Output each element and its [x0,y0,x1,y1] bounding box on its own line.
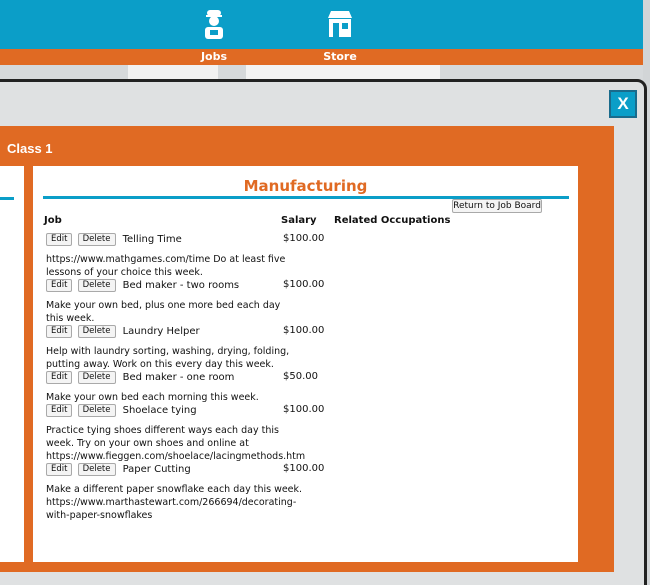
job-description-line: week. Try on your own shoes and online at [46,438,249,450]
job-description-line: Practice tying shoes different ways each day this [46,425,279,436]
left-card-rule [0,197,14,200]
job-name: Telling Time [122,234,182,245]
job-description [46,345,290,371]
job-description [46,483,303,523]
job-description [46,299,281,325]
delete-button[interactable]: Delete [78,463,116,476]
nav-item-store[interactable] [300,0,380,65]
job-name: Shoelace tying [122,405,197,416]
job-salary: $100.00 [283,233,325,244]
job-description-line: Help with laundry sorting, washing, drying, folding, [46,346,290,357]
job-description-line: https://www.fieggen.com/shoelace/lacingmethods.htm [46,451,306,463]
job-salary: $100.00 [283,325,325,336]
job-description-line: Make your own bed each morning this week. [46,392,259,403]
worker-icon [199,8,229,40]
close-button[interactable]: X [609,90,637,118]
job-board-card [33,166,578,562]
edit-button[interactable]: Edit [46,279,72,292]
job-description [46,253,286,279]
column-header-job: Job [44,215,62,226]
edit-button[interactable]: Edit [46,463,72,476]
column-header-salary: Salary [281,215,317,226]
job-name: Paper Cutting [122,464,191,475]
job-salary: $50.00 [283,371,318,382]
job-row [46,463,303,523]
job-description-line: with-paper-snowflakes [46,510,153,522]
job-description-line: Make your own bed, plus one more bed each day [46,300,281,311]
job-salary: $100.00 [283,404,325,415]
edit-button[interactable]: Edit [46,371,72,384]
edit-button[interactable]: Edit [46,404,72,417]
job-row [46,371,281,404]
delete-button[interactable]: Delete [78,233,116,246]
job-name: Bed maker - one room [122,372,235,383]
job-description [46,391,281,404]
job-description-line: putting away. Work on this every day this week. [46,359,274,371]
class-title: Class 1 [7,141,53,156]
return-to-job-board-button[interactable]: Return to Job Board [453,201,541,211]
job-description-line: lessons of your choice this week. [46,267,203,279]
job-description-line: Make a different paper snowflake each day this week. [46,484,303,495]
job-description-line: https://www.mathgames.com/time Do at least five [46,254,286,265]
delete-button[interactable]: Delete [78,371,116,384]
job-row [46,233,286,279]
nav-label-store: Store [323,50,357,63]
job-salary: $100.00 [283,279,325,290]
delete-button[interactable]: Delete [78,325,116,338]
card-title: Manufacturing [243,177,368,195]
job-row [46,279,281,325]
job-row [46,325,290,371]
delete-button[interactable]: Delete [78,279,116,292]
job-description-line: https://www.marthastewart.com/266694/decorating- [46,497,297,509]
nav-label-jobs: Jobs [200,50,228,63]
edit-button[interactable]: Edit [46,233,72,246]
job-description-line: this week. [46,313,95,325]
nav-item-jobs[interactable] [174,0,254,65]
left-card [0,166,24,562]
job-name: Bed maker - two rooms [122,280,240,291]
store-icon [325,8,355,40]
job-salary: $100.00 [283,463,325,474]
job-name: Laundry Helper [122,326,200,337]
edit-button[interactable]: Edit [46,325,72,338]
job-description [46,424,306,464]
column-header-related: Related Occupations [334,215,451,226]
delete-button[interactable]: Delete [78,404,116,417]
